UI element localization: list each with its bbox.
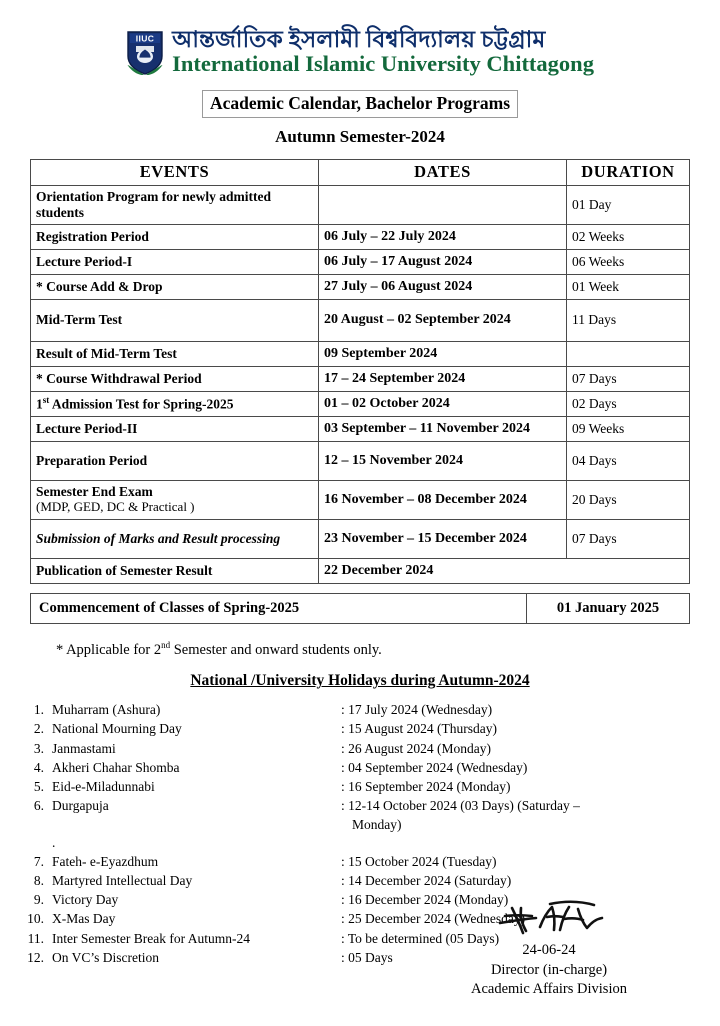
page-subtitle: Autumn Semester-2024 xyxy=(275,126,445,146)
holiday-date: : 04 September 2024 (Wednesday) xyxy=(341,759,528,775)
holiday-name: Inter Semester Break for Autumn-24 xyxy=(52,930,250,946)
holiday-number: 3. xyxy=(33,740,44,756)
event-duration-cell: 01 Day xyxy=(567,185,690,224)
list-item xyxy=(0,871,720,890)
event-subtitle: (MDP, GED, DC & Practical ) xyxy=(36,499,195,515)
event-duration-cell: 06 Weeks xyxy=(567,249,690,274)
signature-division: Academic Affairs Division xyxy=(471,981,627,998)
event-date-cell: 03 September – 11 November 2024 xyxy=(319,416,567,441)
holiday-date: : 05 Days xyxy=(341,949,393,965)
holiday-name: X-Mas Day xyxy=(52,911,116,927)
signature-block xyxy=(424,897,674,1000)
event-name-cell: * Course Add & Drop xyxy=(31,274,319,299)
holiday-number: 12. xyxy=(27,949,44,965)
event-name-cell: Lecture Period-II xyxy=(31,416,319,441)
event-duration-cell: 20 Days xyxy=(567,480,690,519)
holiday-date: : 26 August 2024 (Monday) xyxy=(341,740,491,756)
event-date-cell: 27 July – 06 August 2024 xyxy=(319,274,567,299)
event-duration-cell: 04 Days xyxy=(567,441,690,480)
event-duration-cell: 09 Weeks xyxy=(567,416,690,441)
table-row xyxy=(31,519,690,558)
table-row xyxy=(31,558,690,583)
university-name-english: International Islamic University Chittagong xyxy=(172,51,594,76)
table-row xyxy=(31,274,690,299)
holiday-name: Fateh- e-Eyazdhum xyxy=(52,853,159,869)
table-row xyxy=(31,416,690,441)
holiday-number: 6. xyxy=(33,798,44,814)
handwritten-signature-icon xyxy=(424,897,674,941)
event-duration-cell: 02 Weeks xyxy=(567,224,690,249)
event-date-cell: 06 July – 17 August 2024 xyxy=(319,249,567,274)
table-header-row xyxy=(31,159,690,185)
document-header xyxy=(0,0,720,76)
holiday-date: : 14 December 2024 (Saturday) xyxy=(341,873,512,889)
event-date-cell: 20 August – 02 September 2024 xyxy=(319,299,567,341)
table-row xyxy=(31,441,690,480)
event-name-cell: * Course Withdrawal Period xyxy=(31,366,319,391)
page-title: Academic Calendar, Bachelor Programs xyxy=(202,90,518,118)
event-name-cell: Submission of Marks and Result processing xyxy=(31,519,319,558)
holiday-date: : 16 September 2024 (Monday) xyxy=(341,778,511,794)
footnote-suffix: Semester and onward students only. xyxy=(170,641,382,658)
table-row xyxy=(31,341,690,366)
holiday-number: 2. xyxy=(33,721,44,737)
university-name-bangla: আন্তর্জাতিক ইসলামী বিশ্ববিদ্যালয় চট্টগ্রাম xyxy=(172,27,546,52)
event-date-cell: 23 November – 15 December 2024 xyxy=(319,519,567,558)
column-header-dates: DATES xyxy=(319,159,567,185)
event-date-cell xyxy=(319,185,567,224)
table-row xyxy=(31,480,690,519)
holiday-number: 8. xyxy=(33,873,44,889)
event-name-cell: Publication of Semester Result xyxy=(31,558,319,583)
holiday-name: National Mourning Day xyxy=(52,721,182,737)
table-row xyxy=(31,299,690,341)
event-name-cell: Orientation Program for newly admitted students xyxy=(31,185,319,224)
list-item xyxy=(0,719,720,738)
holiday-number: 4. xyxy=(33,759,44,775)
table-row xyxy=(31,185,690,224)
event-date-cell: 01 – 02 October 2024 xyxy=(319,391,567,416)
event-date-cell: 12 – 15 November 2024 xyxy=(319,441,567,480)
event-name-cell: Mid-Term Test xyxy=(31,299,319,341)
stray-mark xyxy=(0,834,720,852)
holiday-date: : 15 August 2024 (Thursday) xyxy=(341,721,497,737)
signature-date: 24-06-24 xyxy=(522,942,576,959)
footnote-prefix: * Applicable for 2 xyxy=(56,641,162,658)
holiday-date-continuation: Monday) xyxy=(352,817,402,833)
table-row xyxy=(31,366,690,391)
list-item xyxy=(0,852,720,871)
event-duration-cell: 02 Days xyxy=(567,391,690,416)
holiday-name: Muharram (Ashura) xyxy=(52,702,161,718)
event-date-cell: 22 December 2024 xyxy=(319,558,690,583)
event-name-cell: Registration Period xyxy=(31,224,319,249)
holiday-date: : 17 July 2024 (Wednesday) xyxy=(341,702,493,718)
list-item xyxy=(0,758,720,777)
holiday-number: 11. xyxy=(27,930,44,946)
holiday-number: 10. xyxy=(27,911,44,927)
event-date-cell: 17 – 24 September 2024 xyxy=(319,366,567,391)
holiday-number: 7. xyxy=(33,853,44,869)
event-duration-cell: 07 Days xyxy=(567,366,690,391)
table-row xyxy=(31,224,690,249)
event-duration-cell: 01 Week xyxy=(567,274,690,299)
holiday-name: Durgapuja xyxy=(52,798,109,814)
event-name-cell: Result of Mid-Term Test xyxy=(31,341,319,366)
commencement-label: Commencement of Classes of Spring-2025 xyxy=(31,593,527,623)
calendar-table-body xyxy=(31,185,690,583)
list-item xyxy=(0,739,720,758)
table-row xyxy=(31,249,690,274)
university-branding xyxy=(126,28,594,76)
academic-calendar-table xyxy=(30,159,690,584)
event-duration-cell: 07 Days xyxy=(567,519,690,558)
commencement-table xyxy=(30,593,690,624)
holiday-number: 5. xyxy=(33,778,44,794)
holiday-name: Eid-e-Miladunnabi xyxy=(52,778,155,794)
holiday-name: Akheri Chahar Shomba xyxy=(52,759,180,775)
ordinal-suffix: st xyxy=(42,395,50,406)
event-date-cell: 06 July – 22 July 2024 xyxy=(319,224,567,249)
svg-text:IIUC: IIUC xyxy=(135,33,155,44)
footnote-ordinal-suffix: nd xyxy=(161,639,171,650)
column-header-events: EVENTS xyxy=(31,159,319,185)
holiday-date: : 25 December 2024 (Wednesday) xyxy=(341,911,526,927)
signature-designation: Director (in-charge) xyxy=(490,961,608,978)
holiday-date: : To be determined (05 Days) xyxy=(341,930,500,946)
holiday-date: : 12-14 October 2024 (03 Days) (Saturday – Monday) xyxy=(340,796,720,834)
footnote-applicable xyxy=(56,640,720,659)
university-name-block xyxy=(172,28,594,76)
event-name-cell: Preparation Period xyxy=(31,441,319,480)
table-row xyxy=(31,391,690,416)
holiday-name: On VC’s Discretion xyxy=(52,949,159,965)
table-row xyxy=(31,593,690,623)
list-item xyxy=(0,700,720,719)
list-item xyxy=(0,796,720,834)
holiday-number: 1. xyxy=(33,702,44,718)
stray-period: . xyxy=(52,835,56,851)
event-duration-cell: 11 Days xyxy=(567,299,690,341)
holiday-number: 9. xyxy=(33,892,44,908)
event-duration-cell xyxy=(567,341,690,366)
column-header-duration: DURATION xyxy=(567,159,690,185)
commencement-date: 01 January 2025 xyxy=(527,593,690,623)
iiuc-shield-logo-icon xyxy=(126,29,164,75)
event-name-cell: 1st Admission Test for Spring-2025 xyxy=(31,391,319,416)
holiday-name: Victory Day xyxy=(52,892,119,908)
list-item xyxy=(0,777,720,796)
event-name-cell: Lecture Period-I xyxy=(31,249,319,274)
holidays-section-title: National /University Holidays during Autumn-2024 xyxy=(190,672,530,690)
title-section xyxy=(0,90,720,147)
holiday-date: : 15 October 2024 (Tuesday) xyxy=(341,853,497,869)
holiday-name: Martyred Intellectual Day xyxy=(52,873,193,889)
holiday-date: : 16 December 2024 (Monday) xyxy=(341,892,509,908)
event-date-cell: 09 September 2024 xyxy=(319,341,567,366)
event-name-cell: Semester End Exam (MDP, GED, DC & Practical ) xyxy=(31,480,319,519)
event-date-cell: 16 November – 08 December 2024 xyxy=(319,480,567,519)
holiday-name: Janmastami xyxy=(52,740,116,756)
